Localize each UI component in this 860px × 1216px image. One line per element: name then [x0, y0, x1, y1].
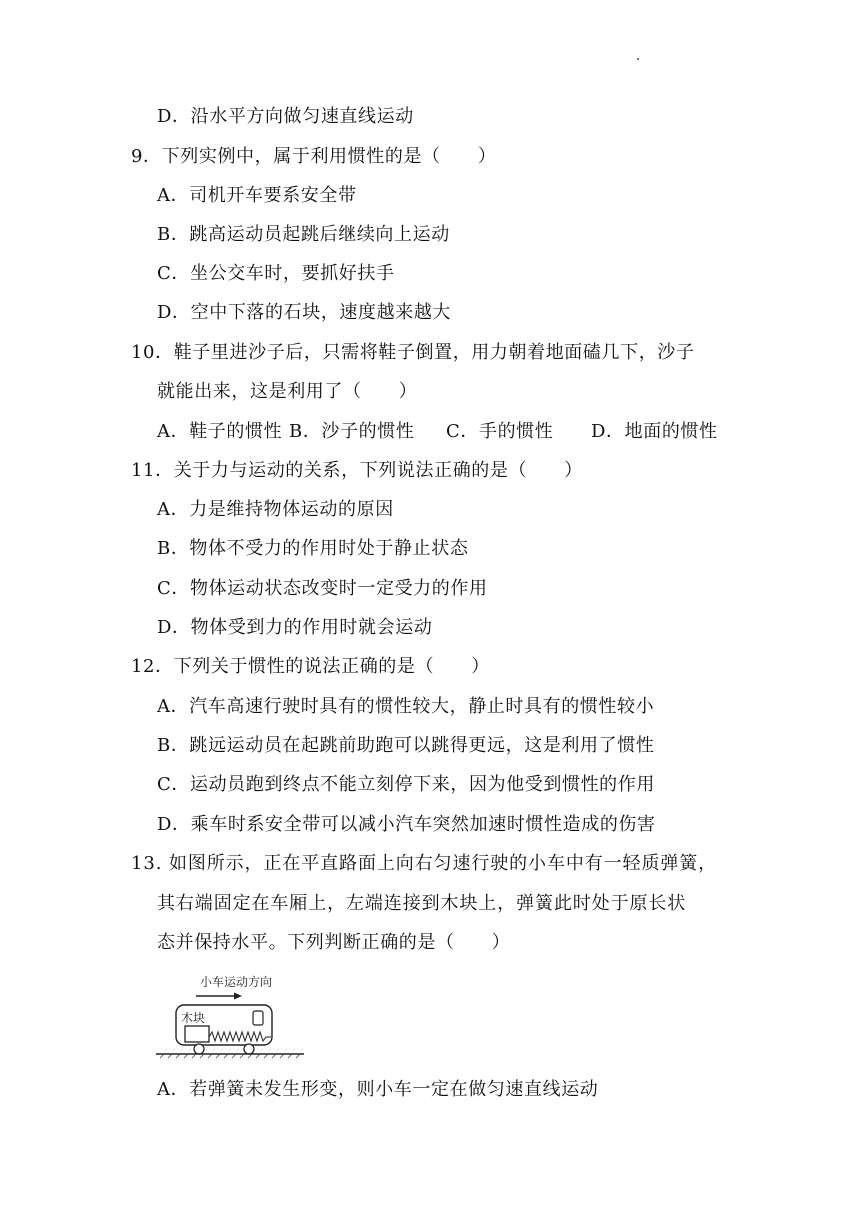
q12-option-c: C．运动员跑到终点不能立刻停下来，因为他受到惯性的作用	[157, 774, 655, 795]
cart-wheel-right	[244, 1044, 254, 1054]
question-12: 12．下列关于惯性的说法正确的是（ ）	[131, 656, 490, 677]
question-10-line-1: 10．鞋子里进沙子后，只需将鞋子倒置，用力朝着地面磕几下，沙子	[131, 342, 695, 363]
question-13-line-1: 13. 如图所示，正在平直路面上向右匀速行驶的小车中有一轻质弹簧，	[131, 853, 718, 874]
question-13-line-2: 其右端固定在车厢上，左端连接到木块上，弹簧此时处于原长状	[157, 893, 687, 914]
q13-option-a: A．若弹簧未发生形变，则小车一定在做匀速直线运动	[157, 1079, 599, 1100]
q11-option-b: B．物体不受力的作用时处于静止状态	[157, 538, 469, 559]
q12-option-d: D．乘车时系安全带可以减小汽车突然加速时惯性造成的伤害	[157, 814, 656, 835]
q9-option-d: D．空中下落的石块，速度越来越大	[157, 302, 452, 323]
question-11: 11．关于力与运动的关系，下列说法正确的是（ ）	[131, 460, 583, 481]
q10-option-c: C．手的惯性	[446, 421, 554, 442]
cart-window	[253, 1011, 263, 1025]
q10-option-b: B．沙子的惯性	[289, 421, 415, 442]
q9-option-c: C．坐公交车时，要抓好扶手	[157, 263, 395, 284]
block-label: 木块	[181, 1011, 206, 1025]
q10-option-a: A．鞋子的惯性	[157, 421, 283, 442]
direction-arrowhead	[234, 993, 242, 1000]
direction-label: 小车运动方向	[200, 975, 273, 989]
q11-option-a: A．力是维持物体运动的原因	[157, 499, 394, 520]
question-9: 9．下列实例中，属于利用惯性的是（ ）	[131, 146, 497, 167]
wooden-block	[185, 1026, 209, 1042]
q11-option-d: D．物体受到力的作用时就会运动	[157, 617, 433, 638]
cart-spring-figure	[152, 968, 312, 1064]
q10-option-d: D．地面的惯性	[591, 421, 718, 442]
scan-dot	[637, 58, 639, 60]
cart-wheel-left	[194, 1044, 204, 1054]
question-10-line-2: 就能出来，这是利用了（ ）	[157, 381, 418, 402]
q11-option-c: C．物体运动状态改变时一定受力的作用	[157, 578, 488, 599]
q12-option-a: A．汽车高速行驶时具有的惯性较大，静止时具有的惯性较小	[157, 696, 655, 717]
q9-option-a: A．司机开车要系安全带	[157, 185, 357, 206]
q10-options	[157, 420, 757, 444]
q12-option-b: B．跳远运动员在起跳前助跑可以跳得更远，这是利用了惯性	[157, 735, 655, 756]
q8-option-d: D．沿水平方向做匀速直线运动	[157, 106, 414, 127]
q9-option-b: B．跳高运动员起跳后继续向上运动	[157, 224, 450, 245]
question-13-line-3: 态并保持水平。下列判断正确的是（ ）	[157, 932, 511, 953]
spring	[209, 1032, 271, 1041]
